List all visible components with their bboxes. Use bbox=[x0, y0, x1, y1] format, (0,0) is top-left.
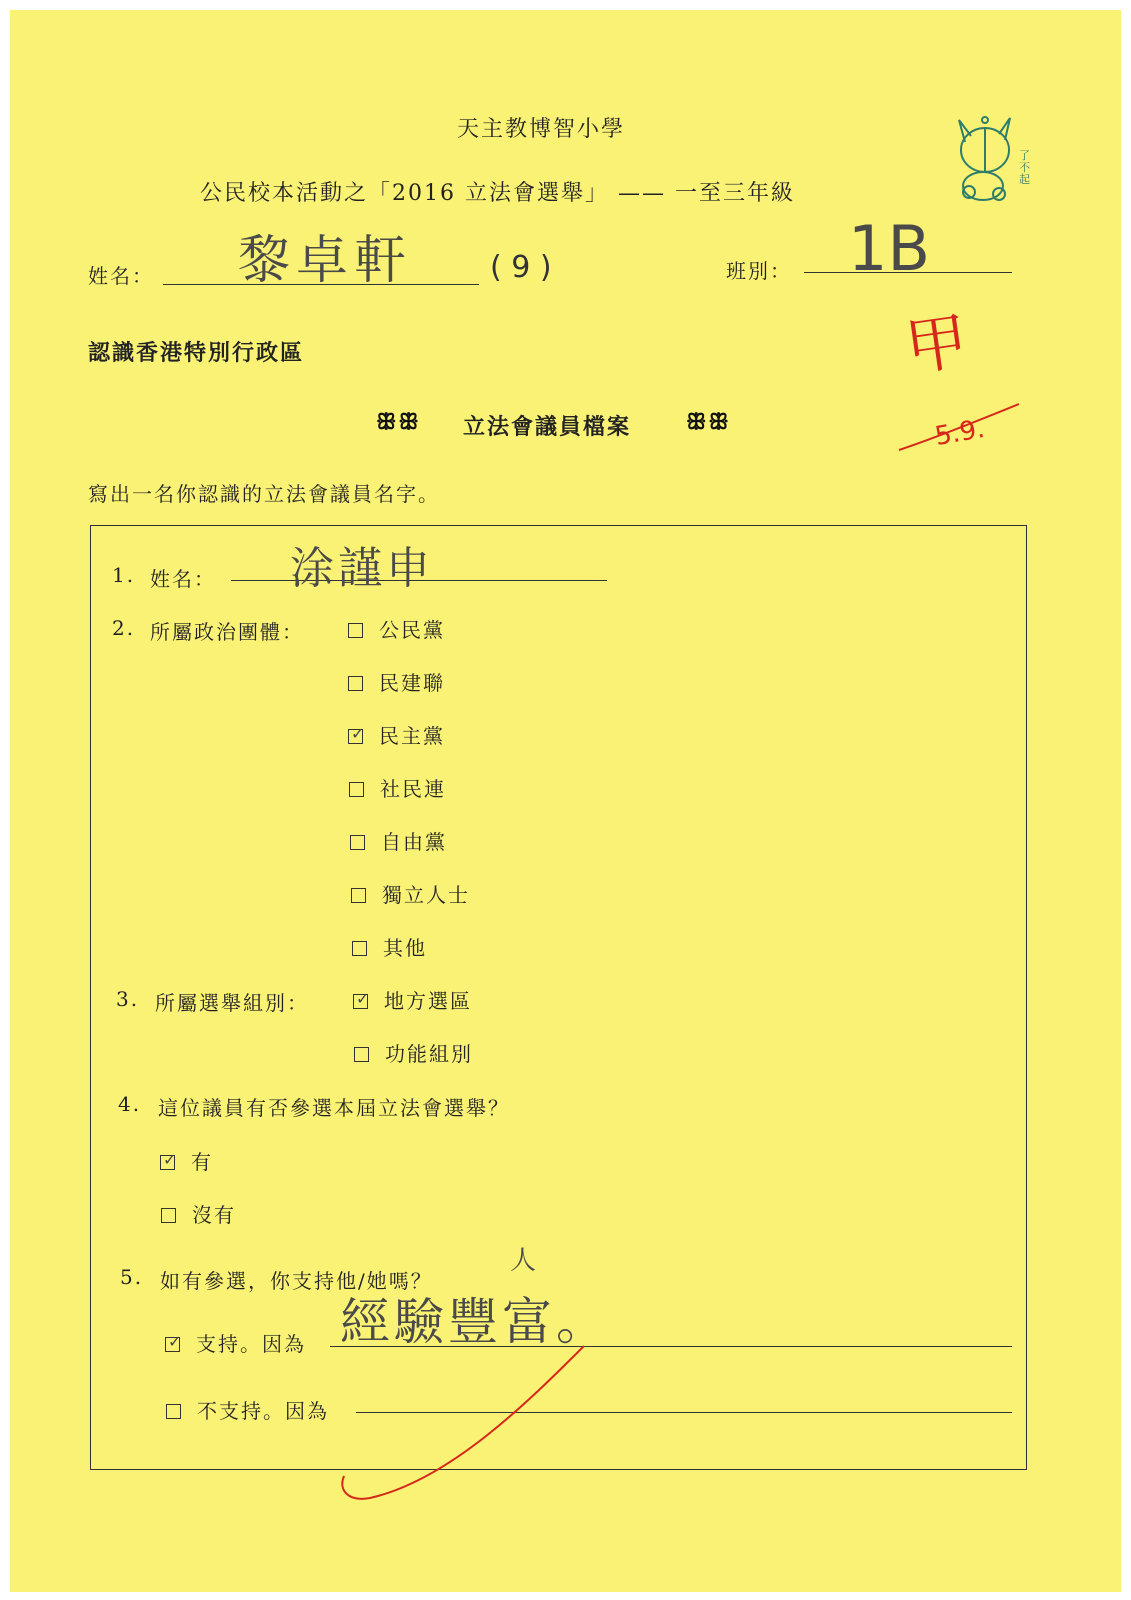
name-label: 姓名： bbox=[88, 264, 154, 288]
q2-option[interactable] bbox=[348, 614, 445, 643]
class-label: 班別： bbox=[726, 259, 792, 283]
q4-number: 4. bbox=[118, 1092, 142, 1116]
q1-answer-handwritten[interactable]: 涂謹申 bbox=[290, 543, 434, 594]
q3-option[interactable] bbox=[353, 985, 472, 1014]
instruction-text: 寫出一名你認識的立法會議員名字。 bbox=[88, 482, 440, 506]
option-label: 其他 bbox=[383, 936, 427, 960]
q2-label: 所屬政治團體： bbox=[150, 620, 304, 644]
option-label: 有 bbox=[191, 1150, 213, 1174]
student-number[interactable]: ( 9 ) bbox=[490, 250, 552, 285]
check-mark-icon: ✓ bbox=[163, 1150, 179, 1169]
q5-not-support-option[interactable] bbox=[166, 1395, 329, 1424]
check-mark-icon: ✓ bbox=[356, 989, 372, 1008]
q5-number: 5. bbox=[120, 1265, 144, 1289]
checkbox[interactable] bbox=[352, 941, 367, 956]
checkbox-checked[interactable] bbox=[348, 724, 367, 744]
red-cancel-stroke bbox=[330, 1340, 590, 1510]
checkbox[interactable] bbox=[354, 1047, 369, 1062]
q2-option[interactable] bbox=[349, 773, 446, 802]
check-mark-icon: ✓ bbox=[351, 724, 367, 743]
q4-option[interactable] bbox=[160, 1146, 213, 1175]
q2-option[interactable] bbox=[351, 879, 470, 908]
q5-label: 如有參選，你支持他/她嗎？ bbox=[160, 1269, 433, 1293]
q4-option[interactable] bbox=[161, 1199, 236, 1228]
option-label: 民建聯 bbox=[379, 671, 445, 695]
checkbox[interactable] bbox=[161, 1208, 176, 1223]
checkbox[interactable] bbox=[348, 676, 363, 691]
ornament-right: ꕥꕥ bbox=[686, 410, 731, 435]
check-mark-icon: ✓ bbox=[168, 1332, 184, 1351]
stamp-text: 了不起 bbox=[1019, 149, 1030, 186]
option-label: 社民連 bbox=[380, 777, 446, 801]
q1-number: 1. bbox=[112, 563, 136, 587]
q2-option[interactable] bbox=[348, 720, 445, 749]
q3-label: 所屬選舉組別： bbox=[155, 991, 309, 1015]
checkbox-checked[interactable] bbox=[353, 989, 372, 1009]
checkbox-checked[interactable] bbox=[165, 1332, 184, 1352]
q2-option[interactable] bbox=[352, 932, 427, 961]
grade-mark: 甲 bbox=[900, 303, 973, 385]
section-subtitle: 立法會議員檔案 bbox=[463, 414, 632, 440]
checkbox[interactable] bbox=[348, 623, 363, 638]
option-label: 公民黨 bbox=[379, 618, 445, 642]
q3-number: 3. bbox=[116, 987, 140, 1011]
q5-support-option[interactable] bbox=[165, 1328, 306, 1357]
stamp-image bbox=[955, 112, 1050, 212]
ornament-left: ꕥꕥ bbox=[376, 410, 421, 435]
not-support-label: 不支持。因為 bbox=[197, 1399, 329, 1423]
section-title: 認識香港特別行政區 bbox=[88, 340, 305, 366]
grading-date: 5.9. bbox=[932, 413, 987, 453]
option-label: 民主黨 bbox=[379, 724, 445, 748]
checkbox-checked[interactable] bbox=[160, 1150, 179, 1170]
option-label: 自由黨 bbox=[381, 830, 447, 854]
student-name-handwritten[interactable]: 黎卓軒 bbox=[238, 231, 413, 291]
activity-title: 公民校本活動之「2016 立法會選舉」 —— 一至三年級 bbox=[200, 181, 795, 206]
school-name: 天主教博智小學 bbox=[457, 117, 626, 142]
red-grading-stroke bbox=[895, 400, 1025, 460]
q1-label: 姓名： bbox=[150, 567, 216, 591]
support-label: 支持。因為 bbox=[196, 1332, 306, 1356]
bunny-stamp-icon bbox=[955, 112, 1050, 212]
class-value-handwritten[interactable]: 1B bbox=[848, 212, 930, 285]
q2-option[interactable] bbox=[348, 667, 445, 696]
option-label: 地方選區 bbox=[384, 989, 472, 1013]
q2-option[interactable] bbox=[350, 826, 447, 855]
q4-label: 這位議員有否參選本屆立法會選舉？ bbox=[158, 1096, 510, 1120]
insertion-mark: 人 bbox=[510, 1246, 537, 1276]
checkbox[interactable] bbox=[349, 782, 364, 797]
support-answer-handwritten[interactable]: 經驗豐富。 bbox=[340, 1293, 610, 1351]
q3-option[interactable] bbox=[354, 1038, 473, 1067]
option-label: 獨立人士 bbox=[382, 883, 470, 907]
q2-number: 2. bbox=[112, 616, 136, 640]
option-label: 功能組別 bbox=[385, 1042, 473, 1066]
option-label: 沒有 bbox=[192, 1203, 236, 1227]
checkbox[interactable] bbox=[351, 888, 366, 903]
checkbox[interactable] bbox=[350, 835, 365, 850]
checkbox[interactable] bbox=[166, 1404, 181, 1419]
